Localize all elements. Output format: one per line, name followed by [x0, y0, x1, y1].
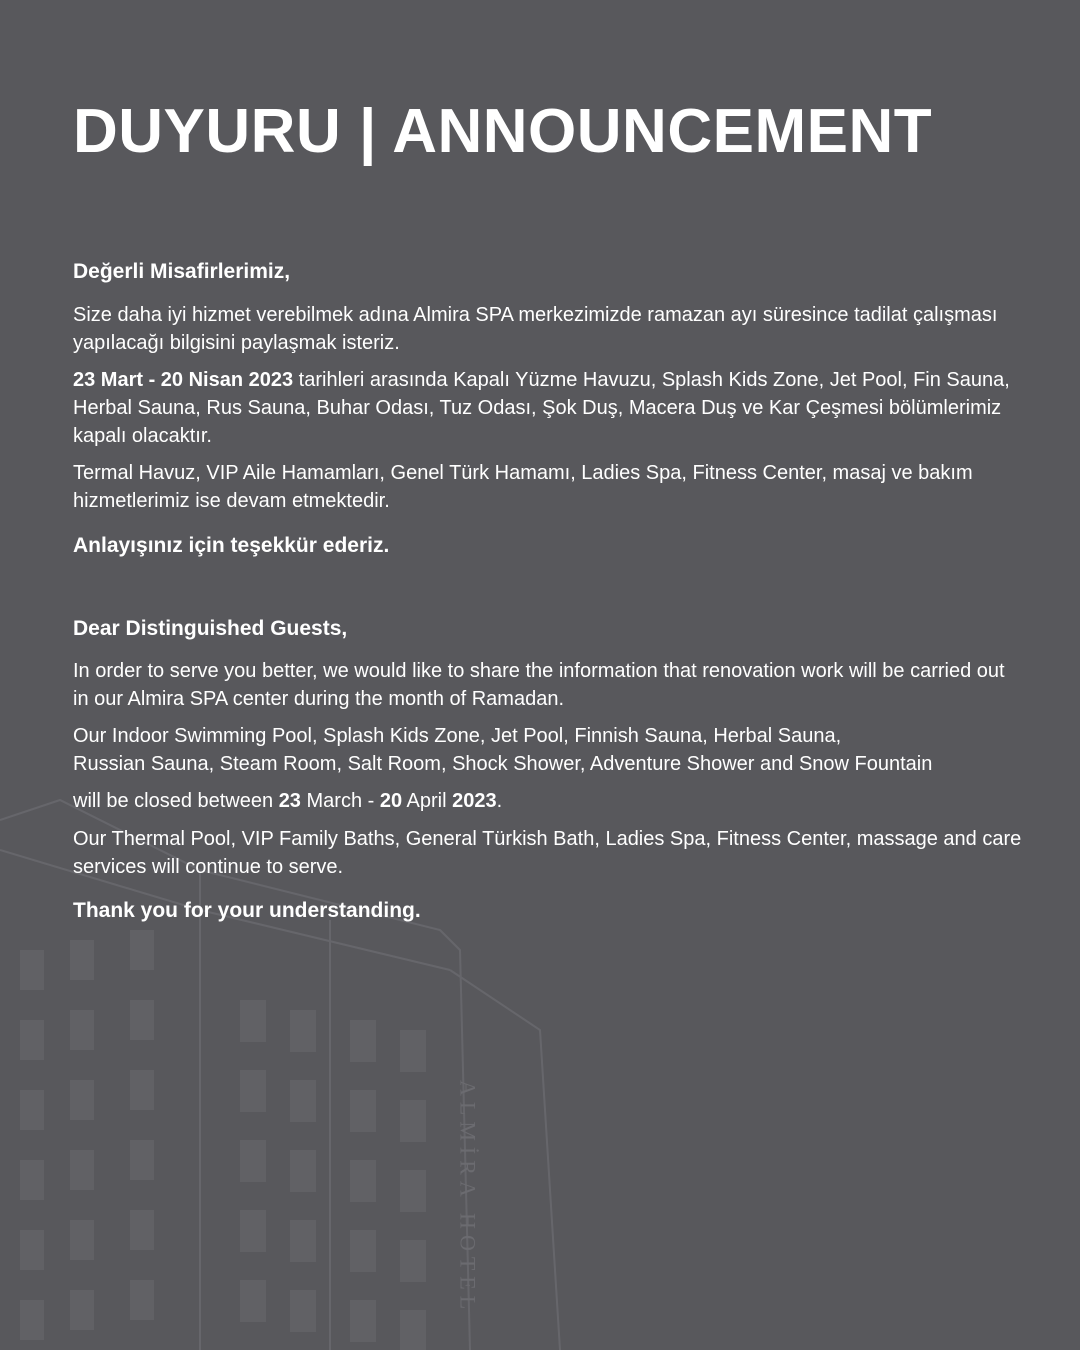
closure-start-month: March - — [300, 790, 380, 812]
english-paragraph-3-wrap — [73, 825, 1033, 881]
turkish-paragraph-2 — [73, 366, 1013, 450]
turkish-paragraph-1-wrap — [73, 301, 1013, 357]
english-closure-dates — [73, 787, 1013, 815]
english-thanks-wrap — [73, 897, 1013, 925]
english-thanks: Thank you for your understanding. — [73, 899, 421, 922]
closure-end-day: 20 — [379, 790, 403, 812]
english-closure-wrap — [73, 787, 1013, 815]
closure-prefix: will be closed between — [73, 790, 279, 812]
closure-end-month: April — [402, 790, 453, 812]
closure-period: . — [496, 790, 503, 812]
hotel-sign-text: ALMİRA HOTEL — [455, 1080, 481, 1316]
english-paragraph-1-wrap — [73, 657, 1013, 713]
turkish-thanks: Anlayışınız için teşekkür ederiz. — [73, 534, 390, 557]
closure-year: 2023 — [452, 790, 497, 812]
turkish-thanks-wrap — [73, 532, 1013, 560]
turkish-dates: 23 Mart - 20 Nisan 2023 — [73, 369, 294, 391]
announcement-title: DUYURU | ANNOUNCEMENT — [73, 97, 933, 166]
turkish-paragraph-2-text: tarihleri arasında Kapalı Yüzme Havuzu, Splash Kids Zone, Jet Pool, Fin Sauna, Herbal Sauna, Rus Sauna, Buhar Odası, Tuz Odası, Şok Duş, Macera Duş ve Kar Çeşmesi bölümlerimiz kapalı olacaktır. — [73, 369, 1010, 447]
english-paragraph-2-line-1: Our Indoor Swimming Pool, Splash Kids Zone, Jet Pool, Finnish Sauna, Herbal Sauna, — [73, 725, 842, 747]
turkish-section — [73, 258, 1013, 286]
turkish-paragraph-1: Size daha iyi hizmet verebilmek adına Almira SPA merkezimizde ramazan ayı süresince tadilat çalışması yapılacağı bilgisini paylaşmak isteriz. — [73, 304, 998, 354]
english-greeting: Dear Distinguished Guests, — [73, 617, 348, 640]
closure-start-day: 23 — [278, 790, 301, 812]
english-section — [73, 615, 1013, 643]
turkish-greeting: Değerli Misafirlerimiz, — [73, 260, 291, 283]
turkish-paragraph-3-wrap — [73, 459, 1013, 515]
english-paragraph-3: Our Thermal Pool, VIP Family Baths, General Türkish Bath, Ladies Spa, Fitness Center, massage and care services will continue to serve. — [73, 828, 1022, 878]
english-paragraph-2-line-2: Russian Sauna, Steam Room, Salt Room, Shock Shower, Adventure Shower and Snow Fountain — [73, 753, 933, 775]
turkish-paragraph-2-wrap — [73, 366, 1013, 450]
english-paragraph-2-wrap — [73, 722, 1033, 778]
english-paragraph-1: In order to serve you better, we would like to share the information that renovation work will be carried out in our Almira SPA center during the month of Ramadan. — [73, 660, 1005, 710]
turkish-paragraph-3: Termal Havuz, VIP Aile Hamamları, Genel Türk Hamamı, Ladies Spa, Fitness Center, masaj ve bakım hizmetlerimiz ise devam etmektedir. — [73, 462, 973, 512]
